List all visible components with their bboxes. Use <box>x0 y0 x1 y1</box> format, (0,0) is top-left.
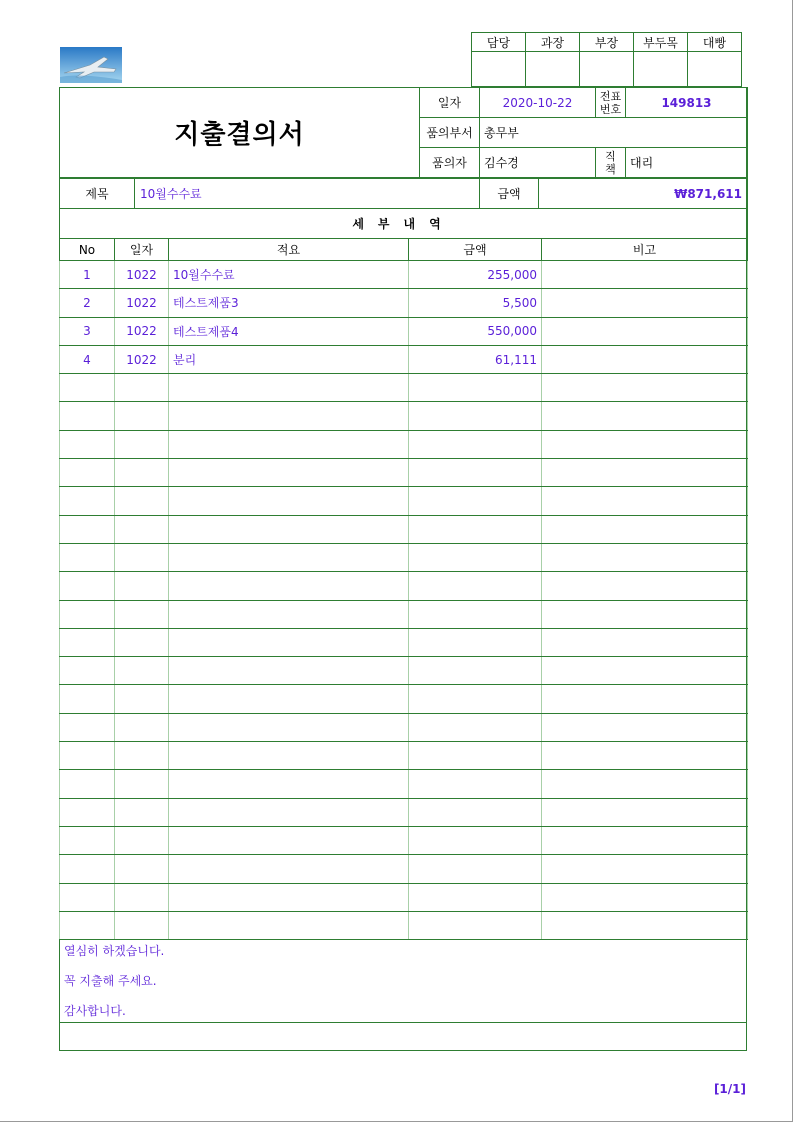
cell-empty <box>169 600 409 628</box>
cell-empty <box>169 685 409 713</box>
table-row <box>60 317 748 345</box>
table-row-blank <box>60 855 748 883</box>
page-indicator: [1/1] <box>713 1082 746 1096</box>
cell-empty <box>409 628 542 656</box>
cell-empty <box>60 628 115 656</box>
col-header-desc: 적요 <box>169 239 409 261</box>
cell-empty <box>169 543 409 571</box>
cell-empty <box>115 798 169 826</box>
cell-empty <box>169 826 409 854</box>
table-row <box>60 345 748 373</box>
cell-empty <box>169 459 409 487</box>
cell-empty <box>115 543 169 571</box>
cell-empty <box>169 572 409 600</box>
cell-empty <box>169 883 409 911</box>
table-row-blank <box>60 798 748 826</box>
cell-empty <box>115 402 169 430</box>
approval-box <box>471 32 742 87</box>
cell-empty <box>60 742 115 770</box>
document-title: 지출결의서 <box>60 88 420 178</box>
cell-empty <box>409 657 542 685</box>
notes <box>64 942 164 1032</box>
cell-empty <box>409 798 542 826</box>
cell-empty <box>409 826 542 854</box>
cell-desc: 10월수수료 <box>169 261 409 289</box>
cell-empty <box>169 855 409 883</box>
cell-empty <box>115 742 169 770</box>
cell-empty <box>115 770 169 798</box>
cell-empty <box>115 487 169 515</box>
cell-empty <box>409 685 542 713</box>
amount-label: 금액 <box>480 179 539 209</box>
cell-date: 1022 <box>115 317 169 345</box>
cell-empty <box>60 713 115 741</box>
cell-empty <box>169 430 409 458</box>
cell-empty <box>542 572 748 600</box>
col-header-date: 일자 <box>115 239 169 261</box>
cell-empty <box>542 600 748 628</box>
cell-empty <box>409 770 542 798</box>
table-row-blank <box>60 459 748 487</box>
cell-empty <box>115 826 169 854</box>
requester-value: 김수경 <box>480 148 596 178</box>
voucher-number: 149813 <box>626 88 748 118</box>
subject-label: 제목 <box>60 179 135 209</box>
document-header <box>59 87 748 178</box>
cell-empty <box>115 883 169 911</box>
cell-memo <box>542 289 748 317</box>
cell-desc: 테스트제품3 <box>169 289 409 317</box>
cell-empty <box>409 572 542 600</box>
subject-row <box>59 178 748 209</box>
cell-empty <box>169 911 409 939</box>
cell-empty <box>542 685 748 713</box>
cell-empty <box>542 628 748 656</box>
cell-empty <box>60 374 115 402</box>
col-header-no: No <box>60 239 115 261</box>
cell-empty <box>409 911 542 939</box>
notes-divider <box>59 1022 747 1023</box>
cell-empty <box>115 572 169 600</box>
cell-empty <box>409 430 542 458</box>
cell-no: 4 <box>60 345 115 373</box>
dept-value: 총무부 <box>480 118 748 148</box>
cell-empty <box>60 770 115 798</box>
cell-empty <box>409 515 542 543</box>
cell-no: 2 <box>60 289 115 317</box>
cell-empty <box>409 742 542 770</box>
cell-empty <box>60 855 115 883</box>
cell-empty <box>409 855 542 883</box>
cell-empty <box>169 374 409 402</box>
cell-empty <box>409 374 542 402</box>
table-row-blank <box>60 770 748 798</box>
table-row-blank <box>60 685 748 713</box>
cell-empty <box>60 459 115 487</box>
note-line: 감사합니다. <box>64 1004 126 1018</box>
cell-empty <box>169 628 409 656</box>
cell-empty <box>542 770 748 798</box>
cell-no: 3 <box>60 317 115 345</box>
cell-empty <box>169 770 409 798</box>
cell-empty <box>169 713 409 741</box>
cell-empty <box>542 742 748 770</box>
table-row-blank <box>60 430 748 458</box>
cell-empty <box>542 374 748 402</box>
table-row-blank <box>60 911 748 939</box>
company-logo <box>60 47 122 83</box>
table-row-blank <box>60 572 748 600</box>
approval-sign-boss[interactable] <box>688 52 742 87</box>
voucher-label: 전표 번호 <box>596 88 626 118</box>
approval-sign-staff[interactable] <box>472 52 526 87</box>
cell-empty <box>409 487 542 515</box>
detail-section-title: 세부내역 <box>60 209 748 239</box>
detail-table <box>59 208 748 940</box>
subject-value: 10월수수료 <box>135 179 480 209</box>
cell-empty <box>542 515 748 543</box>
cell-desc: 테스트제품4 <box>169 317 409 345</box>
approval-header-deputy-boss: 부두목 <box>634 33 688 52</box>
cell-empty <box>60 826 115 854</box>
position-label: 직 책 <box>596 148 626 178</box>
cell-empty <box>409 883 542 911</box>
col-header-amount: 금액 <box>409 239 542 261</box>
approval-sign-deputy-boss[interactable] <box>634 52 688 87</box>
table-row-blank <box>60 515 748 543</box>
dept-label: 품의부서 <box>420 118 480 148</box>
cell-empty <box>60 685 115 713</box>
cell-amount: 255,000 <box>409 261 542 289</box>
table-row-blank <box>60 883 748 911</box>
cell-desc: 분리 <box>169 345 409 373</box>
note-line: 열심히 하겠습니다. <box>64 944 165 958</box>
cell-memo <box>542 261 748 289</box>
requester-label: 품의자 <box>420 148 480 178</box>
cell-empty <box>60 883 115 911</box>
cell-empty <box>60 430 115 458</box>
approval-header-manager: 부장 <box>580 33 634 52</box>
table-row-blank <box>60 628 748 656</box>
cell-empty <box>542 855 748 883</box>
cell-empty <box>60 515 115 543</box>
cell-amount: 61,111 <box>409 345 542 373</box>
approval-sign-manager[interactable] <box>580 52 634 87</box>
cell-date: 1022 <box>115 289 169 317</box>
date-value: 2020-10-22 <box>480 88 596 118</box>
cell-empty <box>542 402 748 430</box>
table-row-blank <box>60 374 748 402</box>
table-row-blank <box>60 402 748 430</box>
cell-empty <box>115 911 169 939</box>
cell-empty <box>542 826 748 854</box>
cell-empty <box>115 374 169 402</box>
cell-empty <box>169 402 409 430</box>
cell-empty <box>60 487 115 515</box>
cell-empty <box>60 600 115 628</box>
table-row-blank <box>60 657 748 685</box>
cell-empty <box>60 402 115 430</box>
cell-empty <box>115 685 169 713</box>
table-row <box>60 261 748 289</box>
cell-date: 1022 <box>115 345 169 373</box>
cell-empty <box>60 572 115 600</box>
cell-empty <box>115 600 169 628</box>
table-row-blank <box>60 713 748 741</box>
cell-empty <box>409 600 542 628</box>
cell-empty <box>409 543 542 571</box>
cell-empty <box>60 657 115 685</box>
cell-empty <box>169 798 409 826</box>
note-line: 꼭 지출해 주세요. <box>64 974 157 988</box>
cell-date: 1022 <box>115 261 169 289</box>
table-row-blank <box>60 742 748 770</box>
cell-empty <box>409 713 542 741</box>
cell-amount: 5,500 <box>409 289 542 317</box>
table-row-blank <box>60 600 748 628</box>
position-value: 대리 <box>626 148 748 178</box>
table-row-blank <box>60 487 748 515</box>
cell-empty <box>115 459 169 487</box>
cell-memo <box>542 345 748 373</box>
cell-empty <box>115 657 169 685</box>
cell-empty <box>542 487 748 515</box>
cell-empty <box>542 459 748 487</box>
table-row-blank <box>60 543 748 571</box>
cell-no: 1 <box>60 261 115 289</box>
approval-header-section-chief: 과장 <box>526 33 580 52</box>
cell-empty <box>169 487 409 515</box>
cell-empty <box>115 628 169 656</box>
cell-memo <box>542 317 748 345</box>
approval-header-boss: 대빵 <box>688 33 742 52</box>
cell-empty <box>115 515 169 543</box>
cell-empty <box>60 911 115 939</box>
cell-empty <box>542 911 748 939</box>
cell-empty <box>169 515 409 543</box>
cell-empty <box>115 430 169 458</box>
cell-empty <box>60 543 115 571</box>
cell-empty <box>542 657 748 685</box>
table-row <box>60 289 748 317</box>
cell-empty <box>409 402 542 430</box>
cell-empty <box>542 883 748 911</box>
cell-empty <box>115 855 169 883</box>
cell-empty <box>60 798 115 826</box>
cell-empty <box>542 713 748 741</box>
cell-amount: 550,000 <box>409 317 542 345</box>
cell-empty <box>409 459 542 487</box>
approval-sign-section-chief[interactable] <box>526 52 580 87</box>
total-amount: ₩871,611 <box>539 179 748 209</box>
cell-empty <box>542 430 748 458</box>
cell-empty <box>115 713 169 741</box>
col-header-memo: 비고 <box>542 239 748 261</box>
table-row-blank <box>60 826 748 854</box>
cell-empty <box>169 742 409 770</box>
approval-header-staff: 담당 <box>472 33 526 52</box>
date-label: 일자 <box>420 88 480 118</box>
cell-empty <box>542 798 748 826</box>
cell-empty <box>542 543 748 571</box>
cell-empty <box>169 657 409 685</box>
